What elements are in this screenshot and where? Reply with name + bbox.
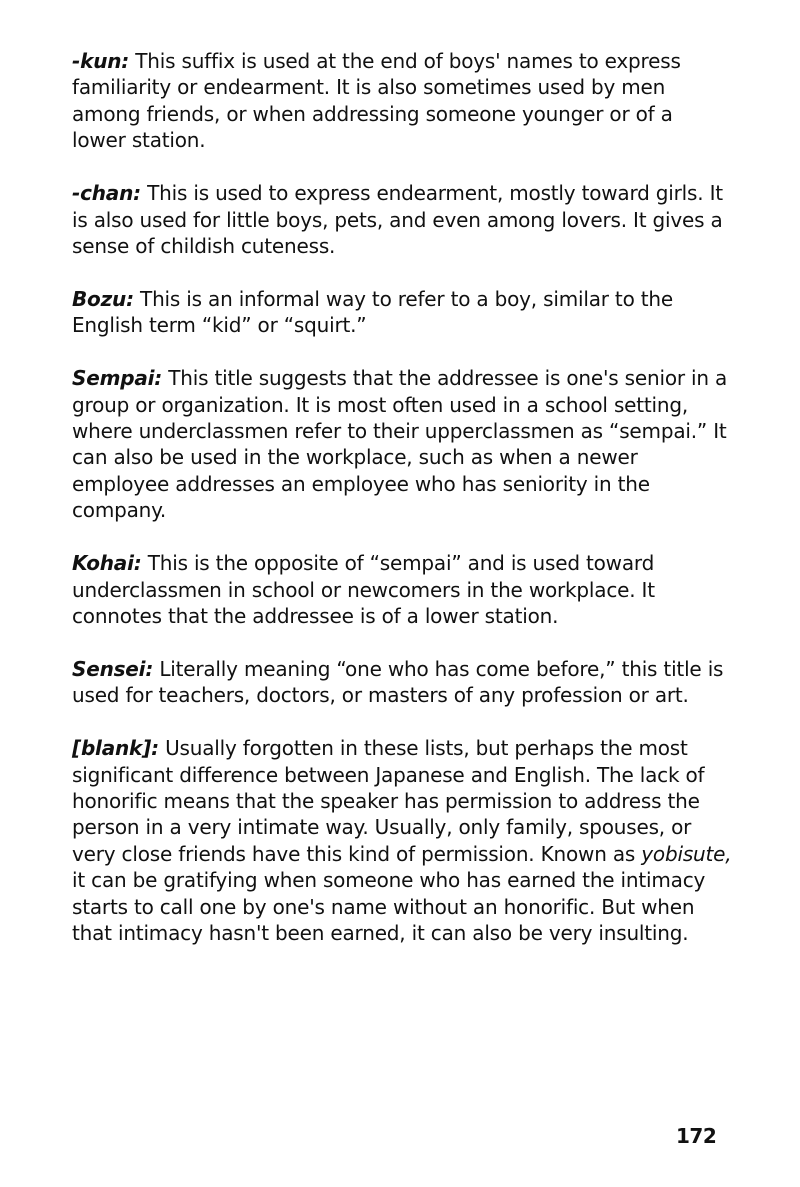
glossary-term: Sempai:	[72, 366, 163, 391]
glossary-term: -kun:	[72, 49, 130, 73]
glossary-term: Sensei:	[72, 656, 154, 681]
glossary-entry-sempai	[72, 365, 732, 523]
glossary-italic-term: yobisute,	[641, 841, 732, 866]
glossary-term: [blank]:	[72, 736, 159, 761]
glossary-definition: This is used to express endearment, mostly toward girls. It is also used for little boys, pets, and even among lovers. It gives a sense of childish cuteness.	[72, 181, 723, 258]
glossary-definition: This title suggests that the addressee is one's senior in a group or organization. It is most often used in a school setting, where underclassmen refer to their upperclassmen as “sempai.” It can also be used in the workplace, such as when a newer employee addresses an employee who has seniority in the company.	[72, 366, 728, 523]
glossary-definition: Literally meaning “one who has come before,” this title is used for teachers, doctors, or masters of any profession or art.	[72, 656, 724, 708]
glossary-page	[72, 48, 732, 973]
glossary-definition: This suffix is used at the end of boys' names to express familiarity or endearment. It is also sometimes used by men among friends, or when addressing someone younger or of a lower station.	[72, 49, 681, 153]
page-number: 172	[676, 1124, 717, 1148]
glossary-definition: This is an informal way to refer to a boy, similar to the English term “kid” or “squirt.”	[72, 286, 673, 338]
glossary-term: Bozu:	[72, 286, 134, 311]
glossary-definition: This is the opposite of “sempai” and is used toward underclassmen in school or newcomers in the workplace. It connotes that the addressee is of a lower station.	[72, 551, 655, 628]
glossary-term: -chan:	[72, 181, 141, 206]
glossary-entry-bozu	[72, 286, 732, 339]
glossary-definition-continued: it can be gratifying when someone who has earned the intimacy starts to call one by one's name without an honorific. But when that intimacy hasn't been earned, it can also be very insulting.	[72, 868, 706, 945]
glossary-term: Kohai:	[72, 551, 142, 576]
glossary-entry-kun	[72, 48, 732, 154]
glossary-entry-chan	[72, 180, 732, 259]
glossary-entry-kohai	[72, 550, 732, 629]
glossary-entry-blank	[72, 735, 732, 946]
glossary-definition: Usually forgotten in these lists, but perhaps the most significant difference between Japanese and English. The lack of honorific means that the speaker has permission to address the person in a very intimate way. Usually, only family, spouses, or very close friends have this kind of permission. Known as	[72, 736, 705, 866]
glossary-entry-sensei	[72, 656, 732, 709]
